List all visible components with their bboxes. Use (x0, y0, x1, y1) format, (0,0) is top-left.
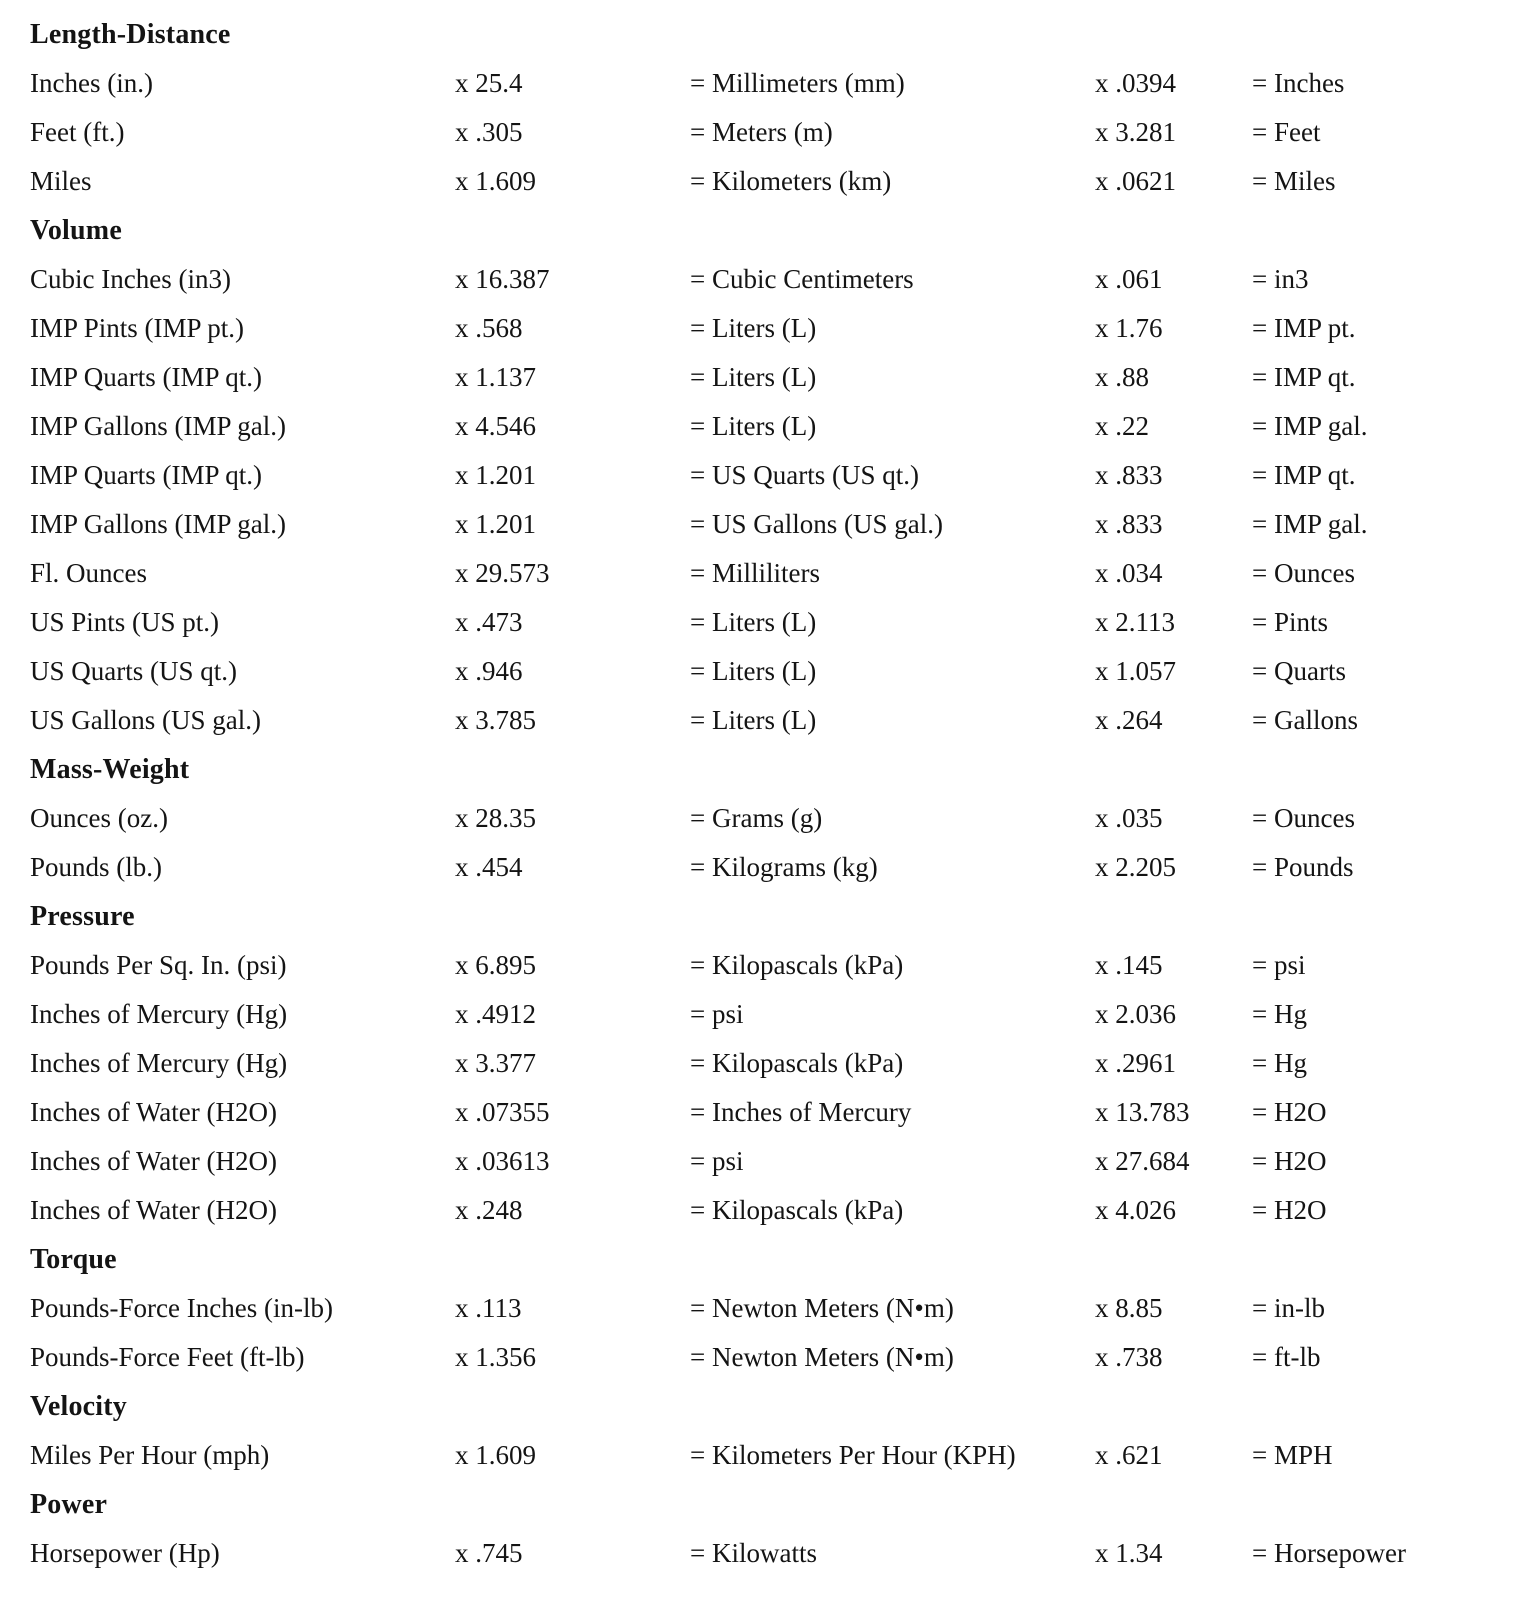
back-unit: = Ounces (1252, 803, 1355, 833)
to-unit: = Kilometers (km) (690, 166, 892, 196)
back-unit: = Quarts (1252, 656, 1346, 686)
to-unit: = Inches of Mercury (690, 1097, 912, 1127)
from-unit: Miles Per Hour (mph) (30, 1440, 270, 1470)
to-unit: = Cubic Centimeters (690, 264, 914, 294)
section-title: Mass-Weight (30, 753, 190, 785)
multiply-factor: x 1.201 (455, 509, 536, 539)
reverse-factor: x .264 (1095, 705, 1163, 735)
reverse-factor: x .22 (1095, 411, 1149, 441)
back-unit: = Hg (1252, 1048, 1307, 1078)
multiply-factor: x .568 (455, 313, 523, 343)
reverse-factor: x 8.85 (1095, 1293, 1163, 1323)
from-unit: Feet (ft.) (30, 117, 125, 147)
back-unit: = IMP gal. (1252, 411, 1368, 441)
multiply-factor: x 25.4 (455, 68, 523, 98)
from-unit: Inches of Water (H2O) (30, 1097, 277, 1127)
to-unit: = Liters (L) (690, 656, 817, 686)
to-unit: = Newton Meters (N•m) (690, 1293, 954, 1323)
conversion-row (30, 941, 1520, 990)
from-unit: Pounds-Force Inches (in-lb) (30, 1293, 333, 1323)
back-unit: = IMP gal. (1252, 509, 1368, 539)
reverse-factor: x .833 (1095, 460, 1163, 490)
reverse-factor: x 4.026 (1095, 1195, 1176, 1225)
multiply-factor: x 3.785 (455, 705, 536, 735)
reverse-factor: x 2.113 (1095, 607, 1175, 637)
back-unit: = H2O (1252, 1195, 1327, 1225)
conversion-row (30, 1088, 1520, 1137)
conversion-row (30, 843, 1520, 892)
conversion-row (30, 794, 1520, 843)
from-unit: Ounces (oz.) (30, 803, 168, 833)
back-unit: = IMP pt. (1252, 313, 1356, 343)
multiply-factor: x .113 (455, 1293, 522, 1323)
back-unit: = H2O (1252, 1146, 1327, 1176)
multiply-factor: x 6.895 (455, 950, 536, 980)
section-title: Velocity (30, 1390, 127, 1422)
reverse-factor: x .061 (1095, 264, 1163, 294)
conversion-row (30, 157, 1520, 206)
to-unit: = Newton Meters (N•m) (690, 1342, 954, 1372)
to-unit: = Millimeters (mm) (690, 68, 905, 98)
reverse-factor: x .145 (1095, 950, 1163, 980)
section-title: Power (30, 1488, 108, 1520)
from-unit: US Gallons (US gal.) (30, 705, 261, 735)
to-unit: = Meters (m) (690, 117, 833, 147)
section-title: Pressure (30, 900, 135, 932)
from-unit: Cubic Inches (in3) (30, 264, 231, 294)
back-unit: = in-lb (1252, 1293, 1325, 1323)
to-unit: = Kilopascals (kPa) (690, 1048, 904, 1078)
multiply-factor: x 4.546 (455, 411, 536, 441)
from-unit: Fl. Ounces (30, 558, 147, 588)
multiply-factor: x .305 (455, 117, 523, 147)
conversion-row (30, 304, 1520, 353)
reverse-factor: x 2.205 (1095, 852, 1176, 882)
back-unit: = Miles (1252, 166, 1336, 196)
multiply-factor: x .07355 (455, 1097, 550, 1127)
back-unit: = H2O (1252, 1097, 1327, 1127)
from-unit: Miles (30, 166, 92, 196)
multiply-factor: x .4912 (455, 999, 536, 1029)
to-unit: = Liters (L) (690, 411, 817, 441)
to-unit: = Kilowatts (690, 1538, 817, 1568)
multiply-factor: x 16.387 (455, 264, 550, 294)
reverse-factor: x 2.036 (1095, 999, 1176, 1029)
conversion-row (30, 1529, 1520, 1578)
conversion-row (30, 1284, 1520, 1333)
multiply-factor: x .473 (455, 607, 523, 637)
reverse-factor: x .833 (1095, 509, 1163, 539)
to-unit: = Kilometers Per Hour (KPH) (690, 1440, 1016, 1470)
from-unit: IMP Gallons (IMP gal.) (30, 411, 286, 441)
reverse-factor: x 1.76 (1095, 313, 1163, 343)
reverse-factor: x .738 (1095, 1342, 1163, 1372)
reverse-factor: x 27.684 (1095, 1146, 1190, 1176)
to-unit: = US Gallons (US gal.) (690, 509, 943, 539)
conversion-row (30, 647, 1520, 696)
to-unit: = Kilopascals (kPa) (690, 1195, 904, 1225)
conversion-row (30, 1137, 1520, 1186)
to-unit: = psi (690, 999, 744, 1029)
from-unit: US Quarts (US qt.) (30, 656, 237, 686)
reverse-factor: x .621 (1095, 1440, 1163, 1470)
multiply-factor: x .454 (455, 852, 523, 882)
from-unit: IMP Quarts (IMP qt.) (30, 362, 262, 392)
from-unit: Inches (in.) (30, 68, 153, 98)
reverse-factor: x 1.34 (1095, 1538, 1163, 1568)
multiply-factor: x .03613 (455, 1146, 550, 1176)
conversion-row (30, 451, 1520, 500)
reverse-factor: x .0394 (1095, 68, 1176, 98)
to-unit: = Liters (L) (690, 313, 817, 343)
to-unit: = Liters (L) (690, 607, 817, 637)
reverse-factor: x .035 (1095, 803, 1163, 833)
multiply-factor: x .946 (455, 656, 523, 686)
to-unit: = psi (690, 1146, 744, 1176)
conversion-row (30, 353, 1520, 402)
reverse-factor: x 13.783 (1095, 1097, 1190, 1127)
back-unit: = MPH (1252, 1440, 1333, 1470)
multiply-factor: x 1.609 (455, 1440, 536, 1470)
from-unit: Pounds (lb.) (30, 852, 163, 882)
section-title: Length-Distance (30, 18, 231, 50)
back-unit: = Gallons (1252, 705, 1358, 735)
back-unit: = psi (1252, 950, 1306, 980)
conversion-row (30, 402, 1520, 451)
conversion-row (30, 1333, 1520, 1382)
back-unit: = Hg (1252, 999, 1307, 1029)
to-unit: = Liters (L) (690, 362, 817, 392)
section-title: Volume (30, 214, 122, 246)
from-unit: Inches of Water (H2O) (30, 1195, 277, 1225)
multiply-factor: x 28.35 (455, 803, 536, 833)
from-unit: Inches of Mercury (Hg) (30, 999, 288, 1029)
conversion-row (30, 598, 1520, 647)
conversion-row (30, 255, 1520, 304)
from-unit: Inches of Mercury (Hg) (30, 1048, 288, 1078)
to-unit: = Grams (g) (690, 803, 823, 833)
reverse-factor: x 3.281 (1095, 117, 1176, 147)
from-unit: Inches of Water (H2O) (30, 1146, 277, 1176)
multiply-factor: x 1.609 (455, 166, 536, 196)
multiply-factor: x .248 (455, 1195, 523, 1225)
reverse-factor: x .0621 (1095, 166, 1176, 196)
from-unit: IMP Gallons (IMP gal.) (30, 509, 286, 539)
section-title: Torque (30, 1243, 117, 1275)
reverse-factor: x 1.057 (1095, 656, 1176, 686)
conversion-row (30, 696, 1520, 745)
back-unit: = IMP qt. (1252, 362, 1356, 392)
reverse-factor: x .2961 (1095, 1048, 1176, 1078)
back-unit: = Inches (1252, 68, 1345, 98)
to-unit: = Kilograms (kg) (690, 852, 878, 882)
to-unit: = Milliliters (690, 558, 820, 588)
from-unit: US Pints (US pt.) (30, 607, 220, 637)
back-unit: = Horsepower (1252, 1538, 1406, 1568)
back-unit: = in3 (1252, 264, 1309, 294)
reverse-factor: x .88 (1095, 362, 1149, 392)
from-unit: IMP Quarts (IMP qt.) (30, 460, 262, 490)
multiply-factor: x 1.137 (455, 362, 536, 392)
from-unit: Pounds Per Sq. In. (psi) (30, 950, 287, 980)
from-unit: Horsepower (Hp) (30, 1538, 220, 1568)
multiply-factor: x 29.573 (455, 558, 550, 588)
back-unit: = Pints (1252, 607, 1329, 637)
multiply-factor: x 3.377 (455, 1048, 536, 1078)
to-unit: = US Quarts (US qt.) (690, 460, 919, 490)
back-unit: = Feet (1252, 117, 1321, 147)
conversion-row (30, 1039, 1520, 1088)
to-unit: = Liters (L) (690, 705, 817, 735)
multiply-factor: x 1.201 (455, 460, 536, 490)
reverse-factor: x .034 (1095, 558, 1163, 588)
conversion-row (30, 59, 1520, 108)
conversion-row (30, 1186, 1520, 1235)
conversion-row (30, 1431, 1520, 1480)
to-unit: = Kilopascals (kPa) (690, 950, 904, 980)
back-unit: = ft-lb (1252, 1342, 1321, 1372)
conversion-row (30, 108, 1520, 157)
conversion-row (30, 549, 1520, 598)
from-unit: IMP Pints (IMP pt.) (30, 313, 245, 343)
back-unit: = Pounds (1252, 852, 1354, 882)
conversion-row (30, 990, 1520, 1039)
multiply-factor: x .745 (455, 1538, 523, 1568)
multiply-factor: x 1.356 (455, 1342, 536, 1372)
back-unit: = Ounces (1252, 558, 1355, 588)
from-unit: Pounds-Force Feet (ft-lb) (30, 1342, 305, 1372)
conversion-row (30, 500, 1520, 549)
back-unit: = IMP qt. (1252, 460, 1356, 490)
